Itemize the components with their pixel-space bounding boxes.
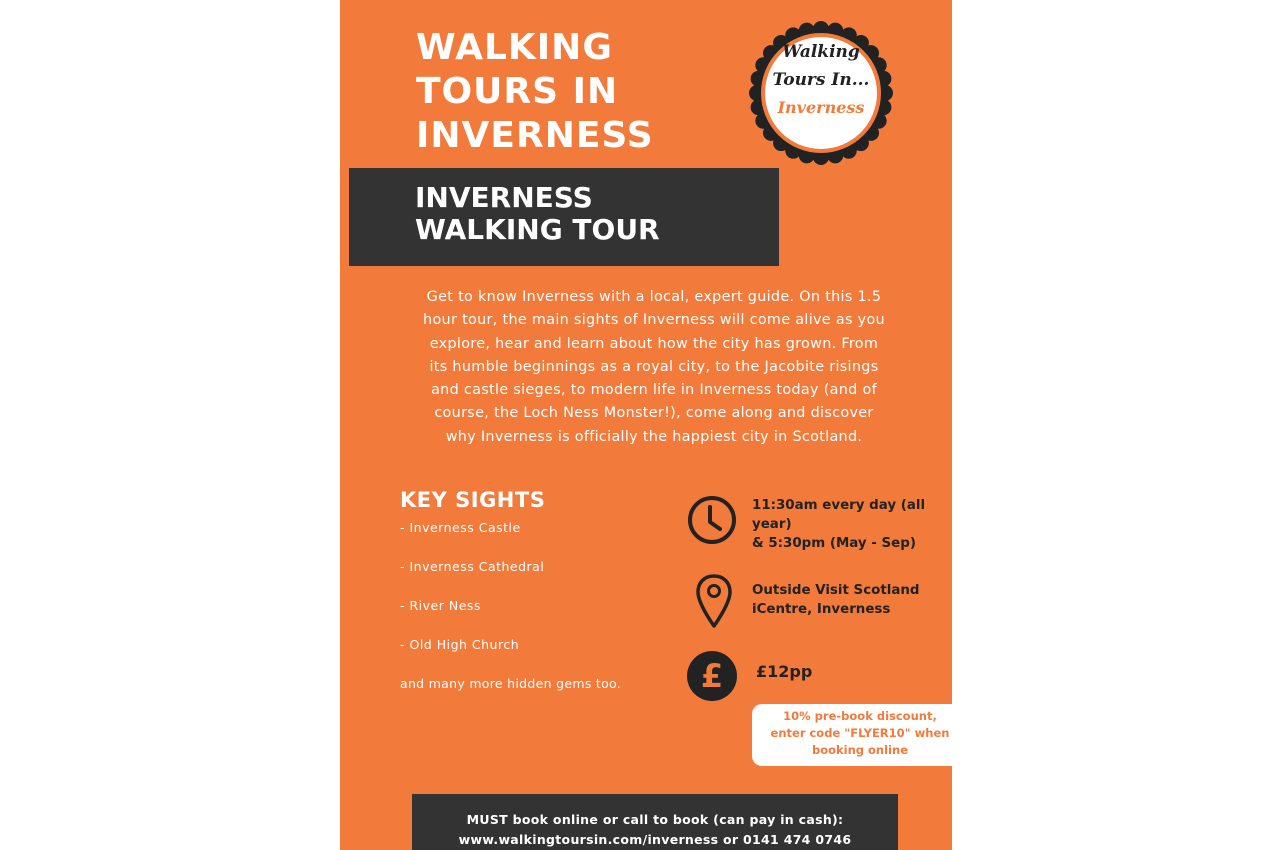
clock-icon: [686, 494, 738, 546]
logo-badge: [748, 20, 894, 166]
intro-paragraph: [384, 286, 924, 449]
meeting-point-line-2: iCentre, Inverness: [752, 602, 891, 617]
discount-line-3: booking online: [811, 743, 908, 757]
discount-line-1: 10% pre-book discount,: [783, 709, 937, 723]
price: £12pp: [756, 662, 813, 681]
booking-line-2[interactable]: www.walkingtoursin.com/inverness or 0141 474 0746: [458, 832, 852, 847]
sight-item-church: - Old High Church: [400, 637, 520, 652]
sight-item-cathedral: - Inverness Cathedral: [400, 559, 545, 574]
logo-line-1: Walking: [782, 42, 860, 62]
logo-line-3: Inverness: [777, 98, 865, 117]
booking-footer: [412, 794, 898, 850]
subtitle-line-1: INVERNESS: [415, 181, 593, 214]
intro-line: explore, hear and learn about how the city has grown. From: [429, 335, 879, 352]
logo-text: [748, 38, 894, 122]
intro-line: and castle sieges, to modern life in Inverness today (and of: [431, 382, 877, 399]
intro-line: its humble beginnings as a royal city, to the Jacobite risings: [429, 358, 879, 375]
meeting-point: [752, 581, 919, 619]
tour-times: [752, 496, 952, 553]
tour-time-line-2: & 5:30pm (May - Sep): [752, 536, 916, 551]
intro-line: hour tour, the main sights of Inverness will come alive as you: [423, 312, 885, 329]
intro-line: Get to know Inverness with a local, expert guide. On this 1.5: [426, 289, 882, 305]
intro-line: why Inverness is officially the happiest city in Scotland.: [445, 428, 863, 445]
subtitle: [415, 182, 755, 246]
sights-more: and many more hidden gems too.: [400, 676, 622, 691]
booking-line-1: MUST book online or call to book (can pay in cash):: [466, 812, 844, 827]
subtitle-banner: [349, 168, 779, 266]
subtitle-line-2: WALKING TOUR: [415, 213, 660, 246]
sight-item-castle: - Inverness Castle: [400, 520, 521, 535]
key-sights-title: KEY SIGHTS: [400, 488, 546, 512]
main-title-line-2: TOURS IN: [416, 71, 619, 112]
tour-time-line-1: 11:30am every day (all year): [752, 498, 926, 532]
sight-item-river: - River Ness: [400, 598, 481, 613]
map-pin-icon: [694, 572, 734, 632]
svg-text:£: £: [700, 657, 724, 695]
discount-text: [760, 708, 952, 759]
intro-line: course, the Loch Ness Monster!), come along and discover: [434, 405, 874, 422]
main-title-line-1: WALKING: [416, 27, 613, 68]
booking-info: [412, 810, 898, 850]
pound-icon: [686, 650, 738, 702]
logo-line-2: Tours In...: [772, 70, 870, 90]
meeting-point-line-1: Outside Visit Scotland: [752, 583, 920, 598]
discount-callout: [752, 704, 952, 766]
discount-line-2: enter code "FLYER10" when: [770, 726, 950, 740]
main-title: [416, 26, 716, 158]
flyer: [340, 0, 952, 850]
main-title-line-3: INVERNESS: [416, 115, 654, 156]
